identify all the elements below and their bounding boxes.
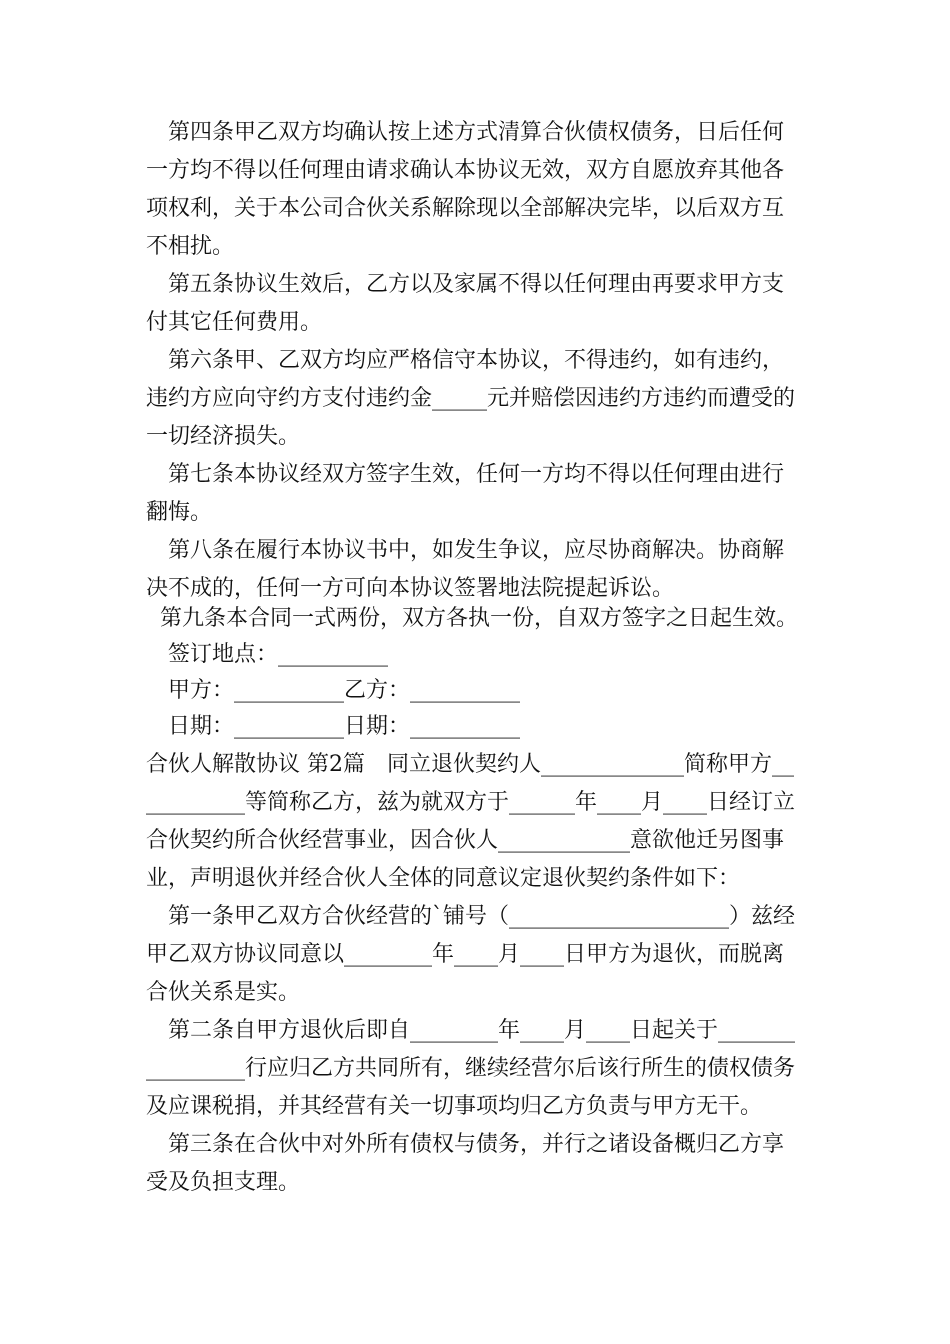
paragraph-line: 第四条甲乙双方均确认按上述方式清算合伙债权债务，日后任何 <box>168 120 785 145</box>
paragraph-line: 一切经济损失。 <box>146 424 301 449</box>
paragraph-line: 第七条本协议经双方签字生效，任何一方均不得以任何理由进行 <box>168 462 785 487</box>
paragraph-line: 一方均不得以任何理由请求确认本协议无效，双方自愿放弃其他各 <box>146 158 785 183</box>
paragraph-line: 不相扰。 <box>146 234 235 259</box>
paragraph-line: 合伙契约所合伙经营事业，因合伙人____________意欲他迁另图事 <box>146 828 785 853</box>
paragraph-line: 第五条协议生效后，乙方以及家属不得以任何理由再要求甲方支 <box>168 272 785 297</box>
signing-place-line: 签订地点：__________ <box>168 642 389 667</box>
paragraph-line: 翻悔。 <box>146 500 213 525</box>
paragraph-line: 第六条甲、乙双方均应严格信守本协议，不得违约，如有违约， <box>168 348 785 373</box>
paragraph-line: 业，声明退伙并经合伙人全体的同意议定退伙契约条件如下： <box>146 866 741 891</box>
paragraph-line: 第二条自甲方退伙后即自________年____月____日起关于_______ <box>168 1018 796 1043</box>
section-heading-line: 合伙人解散协议 第2篇 同立退伙契约人_____________简称甲方__ <box>146 752 794 777</box>
paragraph-line: _________行应归乙方共同所有，继续经营尔后该行所生的债权债务 <box>146 1056 796 1081</box>
paragraph-line: 第三条在合伙中对外所有债权与债务，并行之诸设备概归乙方享 <box>168 1132 785 1157</box>
party-signature-line: 甲方：__________乙方：__________ <box>168 678 521 703</box>
paragraph-line: 及应课税捐，并其经营有关一切事项均归乙方负责与甲方无干。 <box>146 1094 763 1119</box>
paragraph-line: 第八条在履行本协议书中，如发生争议，应尽协商解决。协商解 <box>168 538 785 563</box>
paragraph-line: 违约方应向守约方支付违约金_____元并赔偿因违约方违约而遭受的 <box>146 386 796 411</box>
paragraph-line: 受及负担支理。 <box>146 1170 301 1195</box>
paragraph-line: 第一条甲乙双方合伙经营的`铺号（____________________）兹经 <box>168 904 796 929</box>
paragraph-line: 决不成的，任何一方可向本协议签署地法院提起诉讼。 <box>146 576 675 601</box>
paragraph-line: 项权利，关于本公司合伙关系解除现以全部解决完毕，以后双方互 <box>146 196 785 221</box>
paragraph-line: 付其它任何费用。 <box>146 310 323 335</box>
paragraph-line: _________等简称乙方，兹为就双方于______年____月____日经订立 <box>146 790 796 815</box>
paragraph-line: 第九条本合同一式两份，双方各执一份，自双方签字之日起生效。 <box>160 606 799 631</box>
date-signature-line: 日期：__________日期：__________ <box>168 714 521 739</box>
paragraph-line: 合伙关系是实。 <box>146 980 301 1005</box>
paragraph-line: 甲乙双方协议同意以________年____月____日甲方为退伙，而脱离 <box>146 942 785 967</box>
